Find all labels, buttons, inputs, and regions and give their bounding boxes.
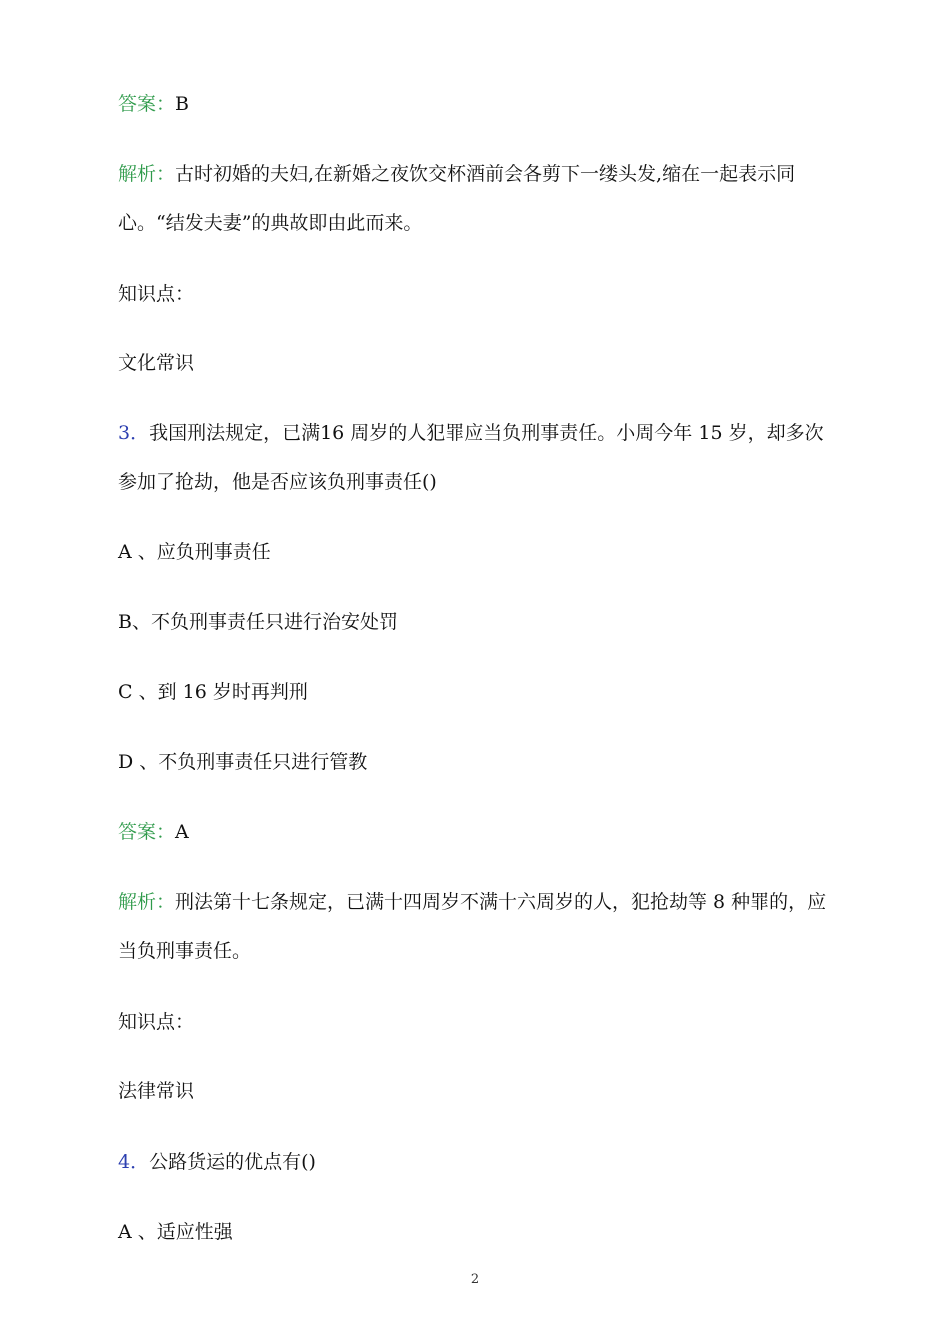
q2-analysis-line-1 bbox=[118, 162, 838, 186]
q3-knowledge-label: 知识点： bbox=[118, 1011, 195, 1033]
q2-knowledge-label: 知识点： bbox=[118, 283, 195, 305]
q3-option-d: D 、不负刑事责任只进行管教 bbox=[118, 751, 368, 773]
page-number: 2 bbox=[470, 1272, 480, 1287]
q3-stem-line-2: 参加了抢劫，他是否应该负刑事责任() bbox=[118, 471, 437, 493]
answer-label: 答案： bbox=[118, 93, 176, 115]
question-stem: 我国刑法规定，已满16 周岁的人犯罪应当负刑事责任。小周今年 15 岁，却多次 bbox=[149, 422, 824, 444]
q3-stem-line-1 bbox=[118, 421, 838, 445]
answer-label: 答案： bbox=[118, 821, 176, 843]
q3-analysis-line-2: 当负刑事责任。 bbox=[118, 940, 252, 962]
answer-value: B bbox=[175, 93, 189, 115]
analysis-label: 解析： bbox=[118, 891, 176, 913]
q3-knowledge-value: 法律常识 bbox=[118, 1080, 195, 1102]
answer-value: A bbox=[175, 821, 189, 843]
question-stem: 公路货运的优点有() bbox=[149, 1151, 316, 1173]
q2-analysis-line-2: 心。“结发夫妻”的典故即由此而来。 bbox=[118, 212, 423, 234]
q4-option-a: A 、适应性强 bbox=[118, 1221, 233, 1243]
analysis-label: 解析： bbox=[118, 163, 176, 185]
q2-knowledge-value: 文化常识 bbox=[118, 352, 195, 374]
q3-option-b: B、不负刑事责任只进行治安处罚 bbox=[118, 611, 398, 633]
analysis-text: 刑法第十七条规定，已满十四周岁不满十六周岁的人，犯抢劫等 8 种罪的，应 bbox=[175, 891, 827, 913]
q4-stem bbox=[118, 1150, 838, 1174]
q2-answer bbox=[118, 92, 838, 116]
q3-answer bbox=[118, 820, 838, 844]
q3-option-c: C 、到 16 岁时再判刑 bbox=[118, 681, 308, 703]
q3-analysis-line-1 bbox=[118, 890, 838, 914]
analysis-text: 古时初婚的夫妇,在新婚之夜饮交杯酒前会各剪下一缕头发,缩在一起表示同 bbox=[175, 163, 796, 185]
question-number: 4． bbox=[118, 1151, 150, 1173]
question-number: 3． bbox=[118, 422, 150, 444]
q3-option-a: A 、应负刑事责任 bbox=[118, 541, 271, 563]
